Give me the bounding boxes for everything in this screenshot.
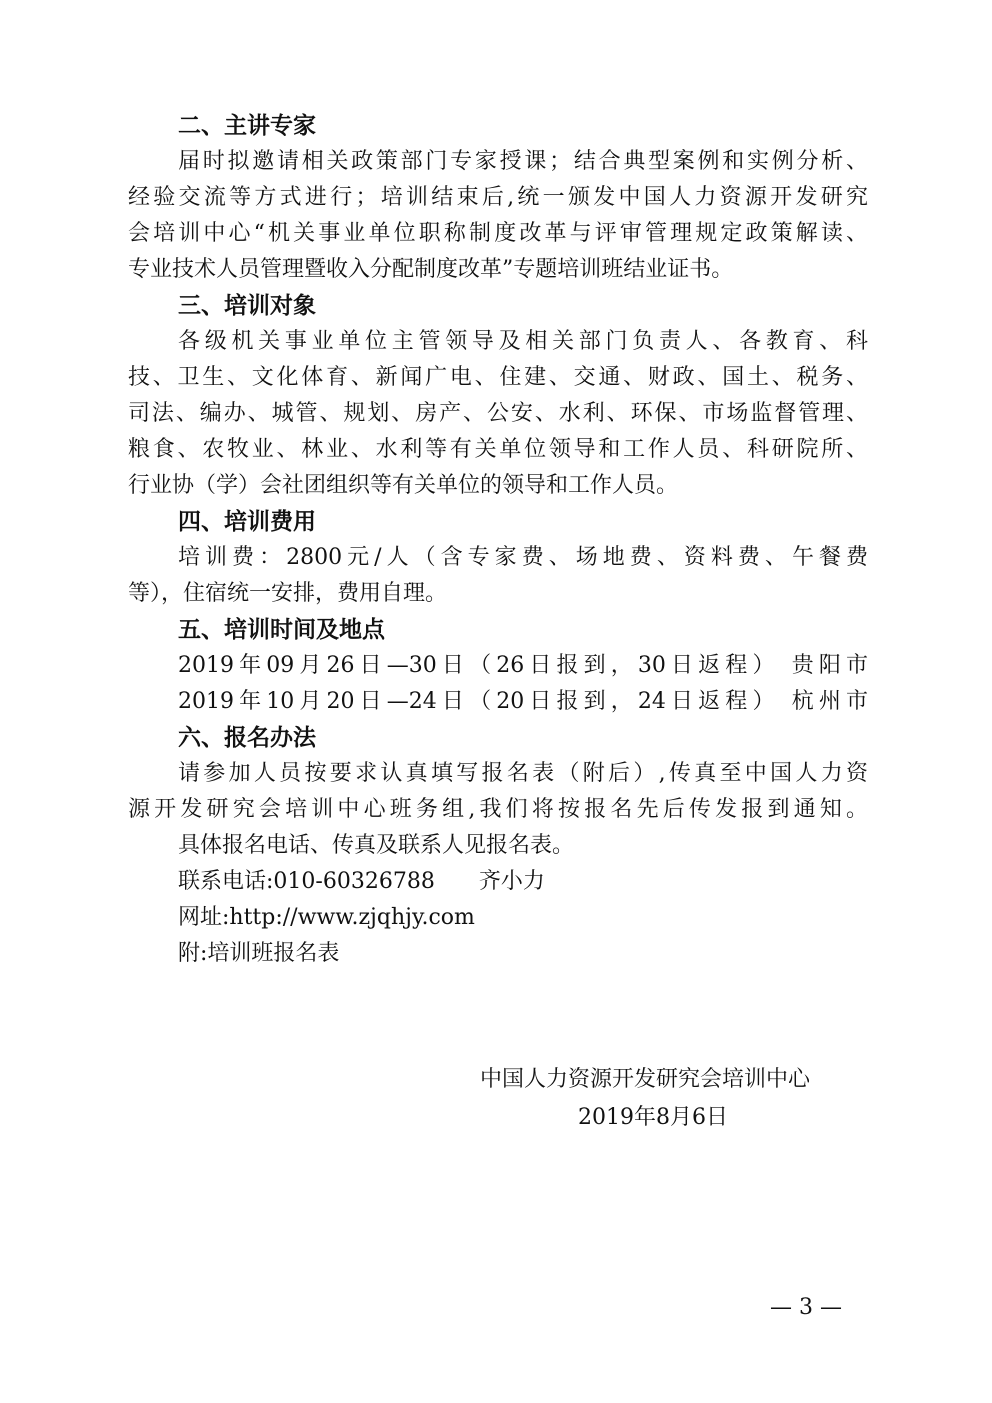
paragraph-line: 请参加人员按要求认真填写报名表（附后）,传真至中国人力资 bbox=[178, 761, 868, 786]
section-heading-speakers: 二、主讲专家 bbox=[178, 113, 316, 139]
signature-date: 2019年8月6日 bbox=[578, 1105, 728, 1130]
paragraph-line: 等），住宿统一安排，费用自理。 bbox=[128, 581, 448, 606]
paragraph-line: 技、卫生、文化体育、新闻广电、住建、交通、财政、国土、税务、 bbox=[128, 365, 868, 390]
page-number: — 3 — bbox=[770, 1295, 842, 1320]
section-heading-registration: 六、报名办法 bbox=[178, 725, 316, 751]
paragraph-line: 各级机关事业单位主管领导及相关部门负责人、各教育、科 bbox=[178, 329, 868, 354]
paragraph-line: 司法、编办、城管、规划、房产、公安、水利、环保、市场监督管理、 bbox=[128, 401, 868, 426]
section-heading-audience: 三、培训对象 bbox=[178, 293, 316, 319]
paragraph-line: 粮食、农牧业、林业、水利等有关单位领导和工作人员、科研院所、 bbox=[128, 437, 868, 462]
contact-phone: 联系电话:010-60326788 齐小力 bbox=[178, 869, 545, 894]
paragraph-line: 源开发研究会培训中心班务组,我们将按报名先后传发报到通知。 bbox=[128, 797, 868, 822]
paragraph-line: 行业协（学）会社团组织等有关单位的领导和工作人员。 bbox=[128, 473, 679, 498]
contact-website: 网址:http://www.zjqhjy.com bbox=[178, 905, 475, 930]
paragraph-line: 专业技术人员管理暨收入分配制度改革”专题培训班结业证书。 bbox=[128, 257, 734, 282]
signature-organization: 中国人力资源开发研究会培训中心 bbox=[480, 1067, 811, 1092]
paragraph-line: 具体报名电话、传真及联系人见报名表。 bbox=[178, 833, 575, 858]
paragraph-line: 会培训中心“机关事业单位职称制度改革与评审管理规定政策解读、 bbox=[128, 221, 868, 246]
section-heading-fees: 四、培训费用 bbox=[178, 509, 316, 535]
paragraph-line: 培训费：2800元/人（含专家费、场地费、资料费、午餐费 bbox=[178, 545, 868, 570]
attachment-note: 附:培训班报名表 bbox=[178, 941, 340, 966]
schedule-line: 2019年10月20日—24日（20日报到，24日返程） 杭州市 bbox=[178, 689, 868, 714]
paragraph-line: 届时拟邀请相关政策部门专家授课；结合典型案例和实例分析、 bbox=[178, 149, 868, 174]
section-heading-time-location: 五、培训时间及地点 bbox=[178, 617, 385, 643]
schedule-line: 2019年09月26日—30日（26日报到，30日返程） 贵阳市 bbox=[178, 653, 868, 678]
paragraph-line: 经验交流等方式进行；培训结束后,统一颁发中国人力资源开发研究 bbox=[128, 185, 868, 210]
